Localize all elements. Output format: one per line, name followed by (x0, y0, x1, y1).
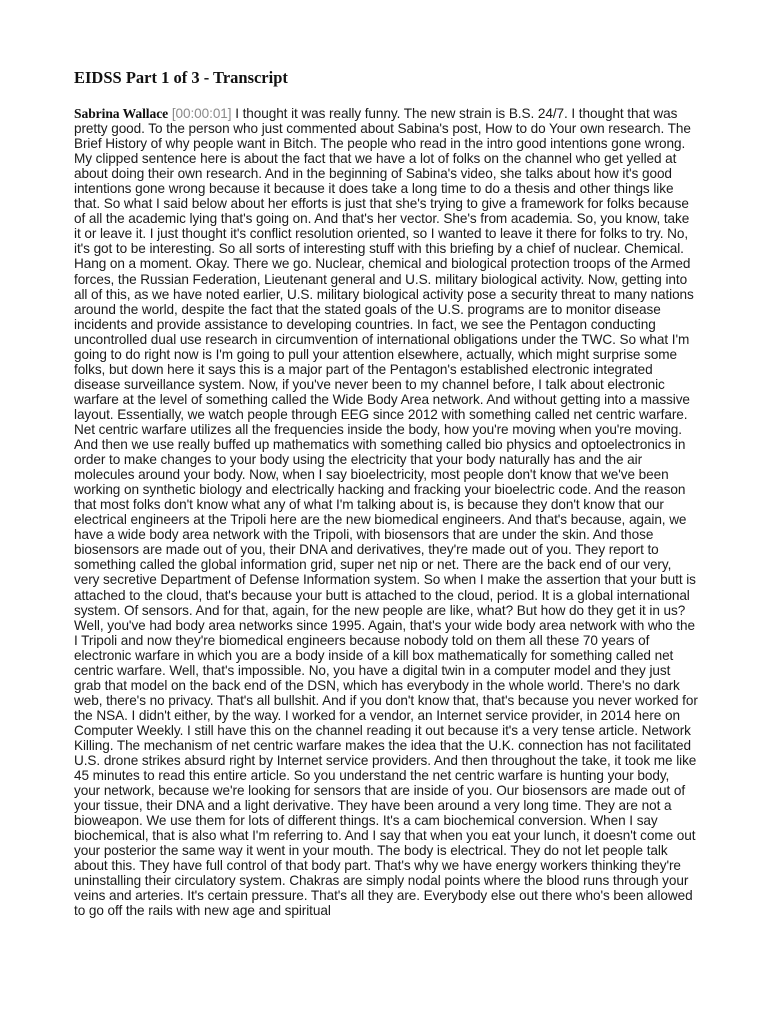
speaker-name: Sabrina Wallace (74, 106, 169, 121)
transcript-paragraph (74, 106, 698, 919)
document-title: EIDSS Part 1 of 3 - Transcript (74, 68, 288, 87)
timestamp: [00:00:01] (171, 106, 232, 121)
transcript-page (74, 66, 698, 919)
transcript-text: I thought it was really funny. The new strain is B.S. 24/7. I thought that was pretty good. To the person who just commented about Sabina's post, How to do Your own research. The Brief History of why people want in Bitch. The people who read in the intro good intentions gone wrong. My clipped sentence here is about the fact that we have a lot of folks on the channel who get yelled at about doing their own research. And in the beginning of Sabina's video, she talks about how it's good intentions gone wrong because it because it does take a long time to do a thesis and other things like that. So what I said below about her efforts is just that she's trying to give a framework for folks because of all the academic lying that's going on. And that's her vector. She's from academia. So, you know, take it or leave it. I just thought it's conflict resolution oriented, so I wanted to leave it there for folks to try. No, it's got to be interesting. So all sorts of interesting stuff with this briefing by a chief of nuclear. Chemical. Hang on a moment. Okay. There we go. Nuclear, chemical and biological protection troops of the Armed forces, the Russian Federation, Lieutenant general and U.S. military biological activity. Now, getting into all of this, as we have noted earlier, U.S. military biological activity pose a security threat to many nations around the world, despite the fact that the stated goals of the U.S. programs are to monitor disease incidents and provide assistance to developing countries. In fact, we see the Pentagon conducting uncontrolled dual use research in circumvention of international obligations under the TWC. So what I'm going to do right now is I'm going to pull your attention elsewhere, actually, which might surprise some folks, but down here it says this is a major part of the Pentagon's established electronic integrated disease surveillance system. Now, if you've never been to my channel before, I talk about electronic warfare at the level of something called the Wide Body Area network. And without getting into a massive layout. Essentially, we watch people through EEG since 2012 with something called net centric warfare. Net centric warfare utilizes all the frequencies inside the body, how you're moving when you're moving. And then we use really buffed up mathematics with something called bio physics and optoelectronics in order to make changes to your body using the electricity that your body naturally has and the air molecules around your body. Now, when I say bioelectricity, most people don't know that we've been working on synthetic biology and electrically hacking and fracking your bioelectric code. And the reason that most folks don't know what any of what I'm talking about is, is because they don't know that our electrical engineers at the Tripoli here are the new biomedical engineers. And that's because, again, we have a wide body area network with the Tripoli, with biosensors that are under the skin. And those biosensors are made out of you, their DNA and derivatives, they're made out of you. They report to something called the global information grid, super net nip or net. There are the back end of our very, very secretive Department of Defense Information system. So when I make the assertion that your butt is attached to the cloud, that's because your butt is attached to the cloud, period. It is a global international system. Of sensors. And for that, again, for the new people are like, what? But how do they get it in us? Well, you've had body area networks since 1995. Again, that's your wide body area network with who the I Tripoli and now they're biomedical engineers because nobody told on them all these 70 years of electronic warfare in which you are a body inside of a kill box mathematically for something called net centric warfare. Well, that's impossible. No, you have a digital twin in a computer model and they just grab that model on the back end of the DSN, which has everybody in the whole world. There's no dark web, there's no privacy. That's all bullshit. And if you don't know that, that's because you never worked for the NSA. I didn't either, by the way. I worked for a vendor, an Internet service provider, in 2014 here on Computer Weekly. I still have this on the channel reading it out because it's a very tense article. Network Killing. The mechanism of net centric warfare makes the idea that the U.K. connection has not facilitated U.S. drone strikes absurd right by Internet service providers. And then throughout the take, it took me like 45 minutes to read this entire article. So you understand the net centric warfare is hunting your body, your network, because we're looking for sensors that are inside of you. Our biosensors are made out of your tissue, their DNA and a light derivative. They have been around a very long time. They are not a bioweapon. We use them for lots of different things. It's a cam biochemical conversion. When I say biochemical, that is also what I'm referring to. And I say that when you eat your lunch, it doesn't come out your posterior the same way it went in your mouth. The body is electrical. They do not let people talk about this. They have full control of that body part. That's why we have energy workers thinking they're uninstalling their circulatory system. Chakras are simply nodal points where the blood runs through your veins and arteries. It's certain pressure. That's all they are. Everybody else out there who's been allowed to go off the rails with new age and spiritual (74, 106, 698, 919)
